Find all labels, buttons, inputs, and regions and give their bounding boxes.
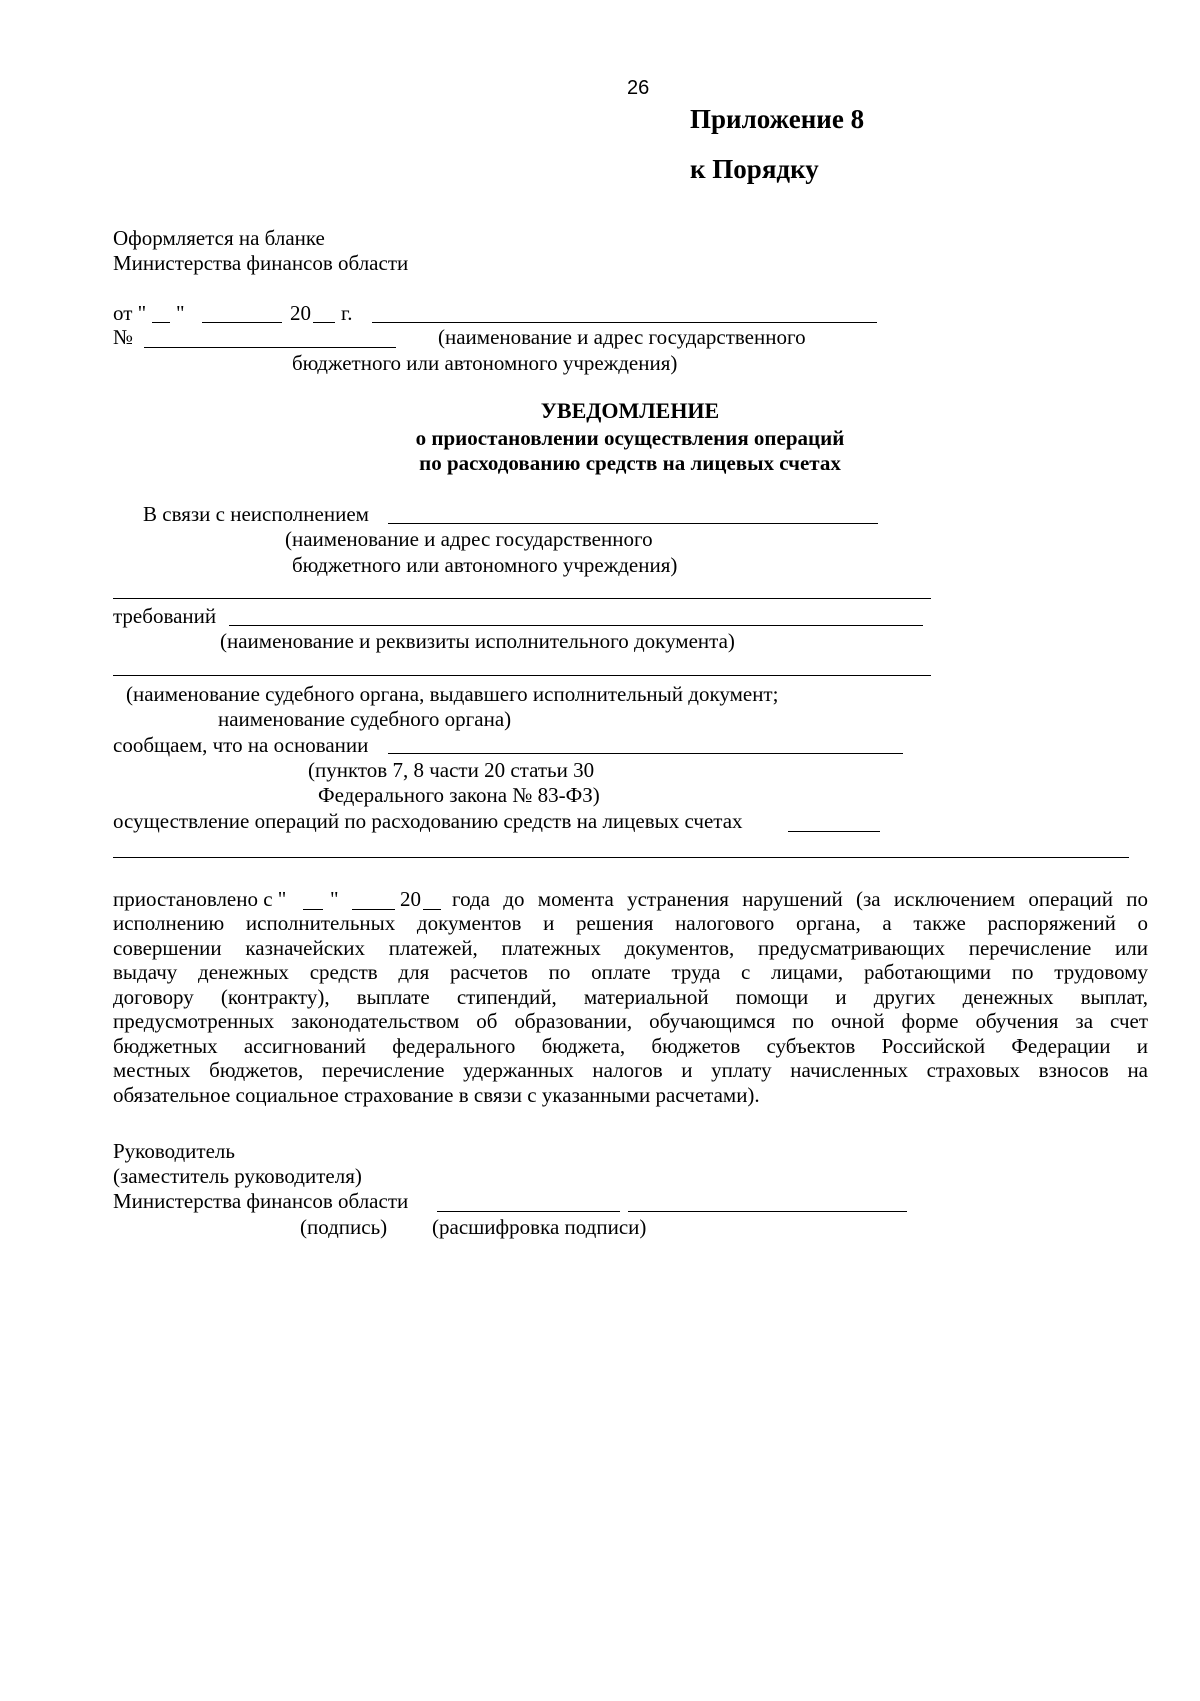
document-caption: (наименование и реквизиты исполнительного документа) [220,629,735,653]
notice-subtitle-line1: о приостановлении осуществления операций [415,426,845,450]
date-from-label: от " [113,301,147,325]
paragraph-line5: договору (контракту), выплате стипендий, материальной помощи и других денежных выплат, [113,985,1148,1009]
header-note-line1: Оформляется на бланке [113,226,325,250]
suspend-year-blank [423,909,441,910]
court-blank [113,675,931,676]
institution-blank [388,523,878,524]
paragraph-line2: исполнению исполнительных документов и решения налогового органа, а также распоряжений о [113,911,1148,935]
operations-blank-continued [113,857,1129,858]
operations-label: осуществление операций по расходованию средств на лицевых счетах [113,809,743,833]
suspend-year-prefix: 20 [400,887,421,911]
recipient-caption-line1: (наименование и адрес государственного [438,325,806,349]
paragraph-line4: выдачу денежных средств для расчетов по оплате труда с лицами, работающими по трудовому [113,960,1148,984]
non-fulfillment-label: В связи с неисполнением [143,502,369,526]
institution-blank-continued [113,598,931,599]
date-day-blank [152,322,170,323]
basis-blank [388,753,903,754]
signature-line3: Министерства финансов области [113,1189,409,1213]
paragraph-line7: бюджетных ассигнований федерального бюджета, бюджетов субъектов Российской Федерации и [113,1034,1148,1058]
paragraph-line1: года до момента устранения нарушений (за исключением операций по [452,887,1148,911]
appendix-subtitle: к Порядку [690,154,819,184]
signature-caption: (подпись) [300,1215,388,1239]
paragraph-line9: обязательное социальное страхование в связи с указанными расчетами). [113,1083,760,1107]
date-year-suffix: г. [341,301,353,325]
inform-label: сообщаем, что на основании [113,733,369,757]
number-blank [144,347,396,348]
court-caption-line1: (наименование судебного органа, выдавшего исполнительный документ; [126,682,779,706]
law-caption-line1: (пунктов 7, 8 части 20 статьи 30 [308,758,595,782]
requirements-label: требований [113,604,217,628]
suspend-day-blank [303,909,323,910]
signature-blank [437,1211,620,1212]
notice-subtitle-line2: по расходованию средств на лицевых счетах [419,451,841,475]
court-caption-line2: наименование судебного органа) [218,707,512,731]
law-caption-line2: Федерального закона № 83-ФЗ) [318,783,600,807]
signature-line1: Руководитель [113,1139,235,1163]
paragraph-line3: совершении казначейских платежей, платежных документов, предусматривающих перечисление или [113,936,1148,960]
signature-decode-caption: (расшифровка подписи) [432,1215,647,1239]
paragraph-line6: предусмотренных законодательством об образовании, обучающимся по очной форме обучения за счет [113,1009,1148,1033]
signature-line2: (заместитель руководителя) [113,1164,362,1188]
suspend-month-blank [352,909,395,910]
number-label: № [113,325,134,349]
date-month-blank [202,322,282,323]
suspended-from-label: приостановлено с " [113,887,287,911]
appendix-title: Приложение 8 [690,104,865,134]
institution-caption-line1: (наименование и адрес государственного [285,527,653,551]
recipient-name-blank [372,322,877,323]
date-year-blank [313,322,335,323]
paragraph-line8: местных бюджетов, перечисление удержанных налогов и уплату начисленных страховых взносов на [113,1058,1148,1082]
date-quote-close: " [176,301,185,325]
notice-title: УВЕДОМЛЕНИЕ [540,398,720,423]
header-note-line2: Министерства финансов области [113,251,409,275]
page-number: 26 [627,77,650,99]
operations-blank [788,831,880,832]
signature-decode-blank [628,1211,907,1212]
suspend-quote-close: " [330,887,339,911]
date-year-prefix: 20 [290,301,311,325]
recipient-caption-line2: бюджетного или автономного учреждения) [292,351,678,375]
document-blank [229,625,923,626]
institution-caption-line2: бюджетного или автономного учреждения) [292,553,678,577]
